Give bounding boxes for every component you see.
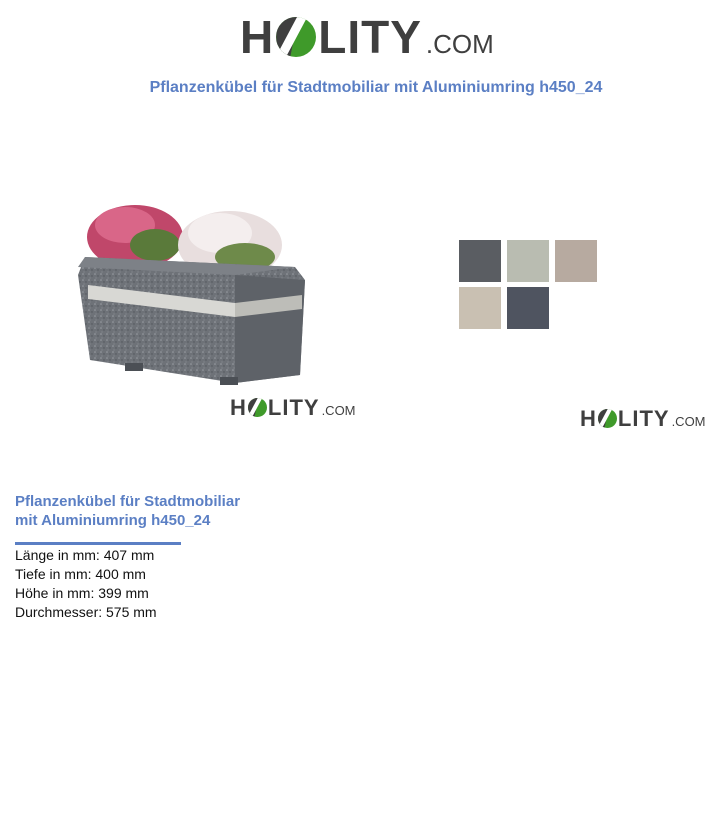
swatch-4	[459, 287, 501, 329]
title-underline	[15, 542, 181, 545]
spec-diameter: Durchmesser: 575 mm	[15, 604, 157, 620]
logo-letter-h: H	[240, 11, 275, 63]
logo-letters: LITY	[267, 395, 320, 420]
logo-dotcom: .COM	[671, 414, 706, 429]
product-title-line-1: Pflanzenkübel für Stadtmobiliar	[15, 493, 241, 510]
logo-letter-h: H	[580, 406, 597, 431]
product-title	[15, 492, 275, 530]
spec-height: Höhe in mm: 399 mm	[15, 585, 149, 601]
swatch-1	[459, 240, 501, 282]
product-title-line-2: mit Aluminiumring h450_24	[15, 512, 211, 529]
logo-letters: LITY	[318, 11, 422, 63]
logo-dotcom: .COM	[321, 403, 356, 418]
logo-letter-h: H	[230, 395, 247, 420]
logo-dotcom: .COM	[425, 29, 494, 59]
logo-letters: LITY	[617, 406, 670, 431]
holity-logo-small	[580, 407, 706, 434]
holity-logo[interactable]	[240, 12, 494, 69]
swatch-5	[507, 287, 549, 329]
holity-logo-small	[230, 396, 356, 423]
swatch-2	[507, 240, 549, 282]
spec-depth: Tiefe in mm: 400 mm	[15, 566, 146, 582]
product-specs	[15, 546, 157, 622]
spec-length: Länge in mm: 407 mm	[15, 547, 155, 563]
swatch-3	[555, 240, 597, 282]
page-title: Pflanzenkübel für Stadtmobiliar mit Aluminiumring h450_24	[149, 79, 603, 96]
logo-o-icon	[598, 409, 617, 428]
logo-o-icon	[248, 398, 267, 417]
planter-image	[70, 195, 310, 390]
logo-o-icon	[276, 17, 316, 57]
